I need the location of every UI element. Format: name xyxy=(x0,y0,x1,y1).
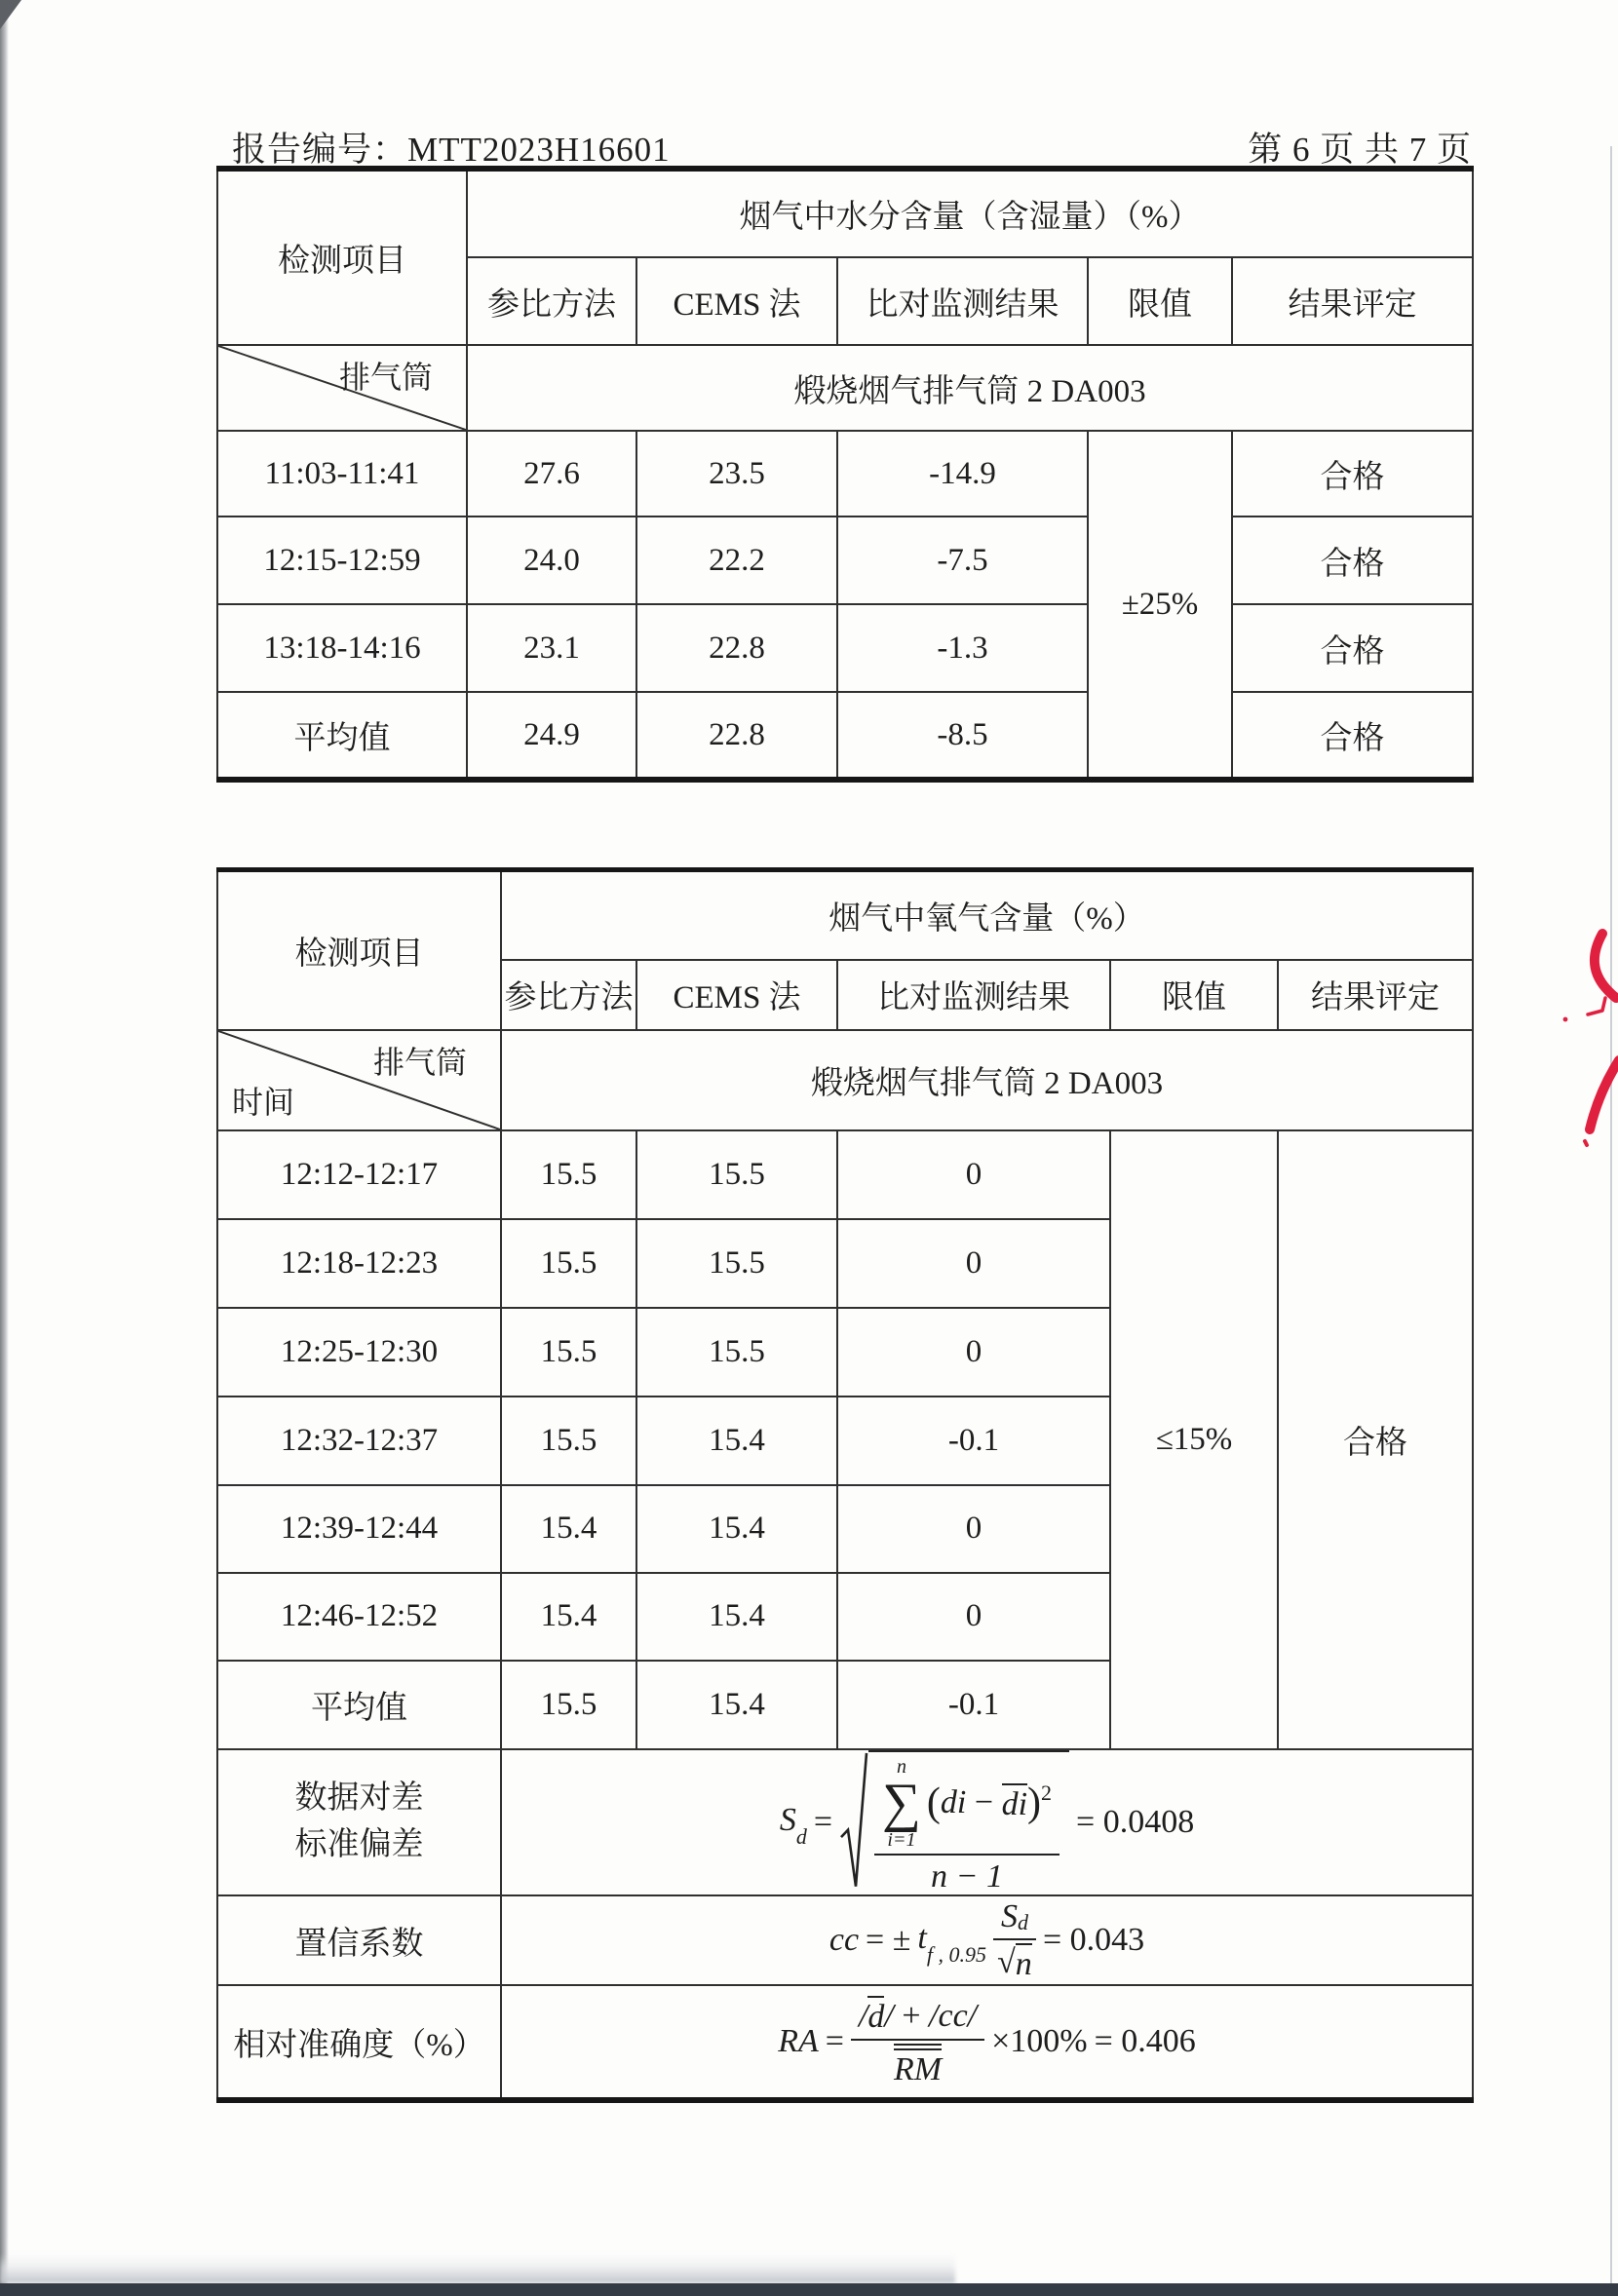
formula-row-cc xyxy=(217,1895,1473,1985)
cems-value: 15.4 xyxy=(636,1661,837,1749)
diff-value: -7.5 xyxy=(837,517,1088,604)
ref-value: 24.9 xyxy=(467,692,636,780)
time-cell: 12:18-12:23 xyxy=(217,1219,501,1308)
formula-row-ra xyxy=(217,1985,1473,2100)
col-header-cems: CEMS 法 xyxy=(636,257,837,345)
diff-value: -0.1 xyxy=(837,1397,1110,1485)
stack-name-cell: 煅烧烟气排气筒 2 DA003 xyxy=(467,345,1473,431)
table-row xyxy=(217,692,1473,780)
col-header-limit: 限值 xyxy=(1110,960,1278,1030)
table-row xyxy=(217,517,1473,604)
time-cell: 12:15-12:59 xyxy=(217,517,467,604)
formula-row-sd xyxy=(217,1749,1473,1896)
summation-sign: n ∑ i=1 xyxy=(882,1755,921,1851)
time-cell: 平均值 xyxy=(217,692,467,780)
formula-label-cc: 置信系数 xyxy=(217,1895,501,1985)
cems-value: 22.8 xyxy=(636,604,837,692)
limit-cell: ±25% xyxy=(1088,431,1232,780)
verdict-cell: 合格 xyxy=(1232,604,1473,692)
time-cell: 13:18-14:16 xyxy=(217,604,467,692)
ref-value: 24.0 xyxy=(467,517,636,604)
scan-smudge xyxy=(0,2254,955,2283)
time-cell: 12:25-12:30 xyxy=(217,1308,501,1397)
formula-label-ra: 相对准确度（%） xyxy=(217,1985,501,2100)
page-number: 第 6 页 共 7 页 xyxy=(1248,131,1472,169)
diff-value: 0 xyxy=(837,1219,1110,1308)
time-cell: 12:46-12:52 xyxy=(217,1573,501,1661)
diagonal-header-cell xyxy=(217,345,467,431)
time-cell: 12:12-12:17 xyxy=(217,1130,501,1219)
time-cell: 平均值 xyxy=(217,1661,501,1749)
verdict-cell: 合格 xyxy=(1232,692,1473,780)
diagonal-label-stack: 排气筒 xyxy=(338,360,433,395)
diagonal-label-time: 时间 xyxy=(232,1084,295,1120)
sd-equation: $S_d$ = n ∑ i=1 ( di − di ) $^2$ n − 1 = 0.0408 xyxy=(502,1750,1472,1895)
span-header-cell: 烟气中氧气含量（%） xyxy=(501,870,1473,960)
ref-value: 15.4 xyxy=(501,1573,636,1661)
time-cell: 11:03-11:41 xyxy=(217,431,467,517)
ref-value: 15.5 xyxy=(501,1130,636,1219)
cc-equation: cc = ± $t_{f , 0.95}$ S $_d$ √ n = 0.043 xyxy=(828,1898,1145,1982)
formula-ra xyxy=(501,1985,1473,2100)
diff-value: 0 xyxy=(837,1130,1110,1219)
ref-value: 15.5 xyxy=(501,1397,636,1485)
verdict-cell: 合格 xyxy=(1232,431,1473,517)
oxygen-table xyxy=(216,867,1474,2103)
moisture-table xyxy=(216,166,1474,783)
span-header-cell: 烟气中水分含量（含湿量）（%） xyxy=(467,169,1473,257)
col-header-diff: 比对监测结果 xyxy=(837,257,1088,345)
cems-value: 15.5 xyxy=(636,1308,837,1397)
ref-value: 15.4 xyxy=(501,1485,636,1573)
cems-value: 15.5 xyxy=(636,1130,837,1219)
table-row xyxy=(217,1130,1473,1219)
ra-equation: RA = / d / + / cc / RM ×100% = 0.406 xyxy=(778,1997,1196,2087)
stack-name-cell: 煅烧烟气排气筒 2 DA003 xyxy=(501,1030,1473,1130)
diagonal-label-stack: 排气筒 xyxy=(372,1044,467,1080)
diagonal-header-cell xyxy=(217,1030,501,1130)
verdict-cell: 合格 xyxy=(1278,1130,1473,1749)
ref-value: 27.6 xyxy=(467,431,636,517)
diff-value: -1.3 xyxy=(837,604,1088,692)
col-header-ref: 参比方法 xyxy=(501,960,636,1030)
red-pen-mark xyxy=(1556,924,1618,1154)
table-row xyxy=(217,431,1473,517)
formula-sd xyxy=(501,1749,1473,1896)
col-header-cems: CEMS 法 xyxy=(636,960,837,1030)
table-row xyxy=(217,604,1473,692)
cems-value: 15.4 xyxy=(636,1485,837,1573)
time-cell: 12:39-12:44 xyxy=(217,1485,501,1573)
formula-label-sd: 数据对差 标准偏差 xyxy=(217,1749,501,1896)
limit-cell: ≤15% xyxy=(1110,1130,1278,1749)
verdict-cell: 合格 xyxy=(1232,517,1473,604)
diff-value: 0 xyxy=(837,1573,1110,1661)
ref-value: 15.5 xyxy=(501,1308,636,1397)
page-edge-left xyxy=(0,0,9,2296)
col-header-verdict: 结果评定 xyxy=(1278,960,1473,1030)
diff-value: 0 xyxy=(837,1308,1110,1397)
diff-value: -8.5 xyxy=(837,692,1088,780)
ref-value: 23.1 xyxy=(467,604,636,692)
radical-sign: n ∑ i=1 ( di − di ) $^2$ n − 1 xyxy=(839,1750,1069,1895)
formula-cc xyxy=(501,1895,1473,1985)
page-corner-shadow xyxy=(0,0,21,29)
time-cell: 12:32-12:37 xyxy=(217,1397,501,1485)
col-header-limit: 限值 xyxy=(1088,257,1232,345)
cems-value: 15.4 xyxy=(636,1397,837,1485)
item-label-cell: 检测项目 xyxy=(217,870,501,1030)
diff-value: -0.1 xyxy=(837,1661,1110,1749)
cems-value: 22.8 xyxy=(636,692,837,780)
cems-value: 23.5 xyxy=(636,431,837,517)
cems-value: 22.2 xyxy=(636,517,837,604)
col-header-verdict: 结果评定 xyxy=(1232,257,1473,345)
col-header-ref: 参比方法 xyxy=(467,257,636,345)
page-edge-bottom xyxy=(0,2283,1618,2296)
col-header-diff: 比对监测结果 xyxy=(837,960,1110,1030)
diff-value: -14.9 xyxy=(837,431,1088,517)
ref-value: 15.5 xyxy=(501,1661,636,1749)
cems-value: 15.4 xyxy=(636,1573,837,1661)
cems-value: 15.5 xyxy=(636,1219,837,1308)
ref-value: 15.5 xyxy=(501,1219,636,1308)
diff-value: 0 xyxy=(837,1485,1110,1573)
report-number: 报告编号：MTT2023H16601 xyxy=(232,131,671,169)
item-label-cell: 检测项目 xyxy=(217,169,467,345)
page-edge-right xyxy=(1610,146,1612,2296)
